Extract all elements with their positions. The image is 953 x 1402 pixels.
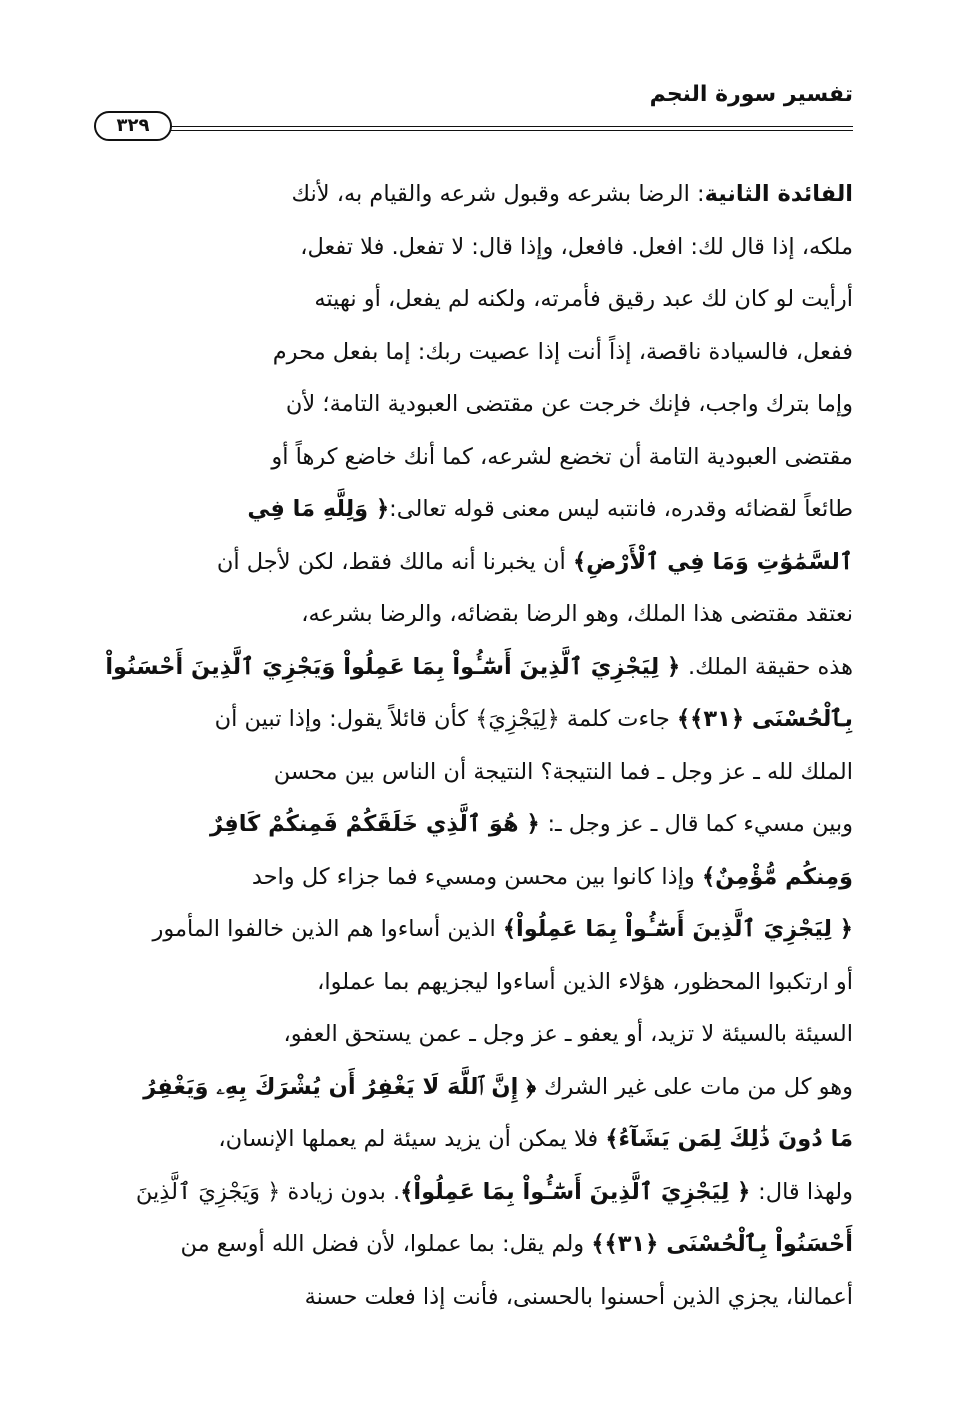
page-number: ٣٢٩ bbox=[94, 111, 172, 141]
line-text: مقتضى العبودية التامة أن تخضع لشرعه، كما أنك خاضع كرهاً أو bbox=[271, 443, 853, 470]
text-line bbox=[100, 431, 853, 484]
line-text: أرأيت لو كان لك عبد رقيق فأمرته، ولكنه لم يفعل، أو نهيته bbox=[314, 286, 853, 312]
line-text: السيئة بالسيئة لا تزيد، أو يعفو ـ عز وجل ـ عمن يستحق العفو، bbox=[283, 1021, 853, 1047]
text-line bbox=[100, 273, 853, 326]
emphasized-text: ﴿ إِنَّ ٱللَّهَ لَا يَغْفِرُ أَن يُشْرَكَ بِهِۦ وَيَغْفِرُ bbox=[143, 1073, 544, 1100]
text-line bbox=[100, 798, 853, 851]
line-text: : الرضا بشرعه وقبول شرعه والقيام به، لأنك bbox=[291, 181, 705, 207]
line-text: ولهذا قال: bbox=[758, 1178, 853, 1205]
text-line bbox=[100, 641, 853, 694]
text-line bbox=[100, 851, 853, 904]
text-line bbox=[100, 168, 853, 221]
text-line bbox=[100, 326, 853, 379]
emphasized-text: ﴿ هُوَ ٱلَّذِي خَلَقَكُمْ فَمِنكُمْ كَافِرٌ bbox=[210, 811, 548, 837]
line-text: ولم يقل: بما عملوا، لأن فضل الله أوسع من bbox=[180, 1231, 592, 1257]
emphasized-text: ﴿ لِيَجْزِيَ ٱلَّذِينَ أَسَٰٓـُٔواْ بِمَا عَمِلُواْ وَيَجْزِيَ ٱلَّذِينَ أَحْسَنُواْ bbox=[105, 653, 689, 680]
line-text: وإذا كانوا بين محسن ومسيء فما جزاء كل واحد bbox=[251, 863, 702, 890]
emphasized-text: بِٱلْحُسْنَى ﴿٣١﴾﴾ bbox=[676, 706, 853, 732]
line-text: ففعل، فالسيادة ناقصة، إذاً أنت إذا عصيت ربك: إما بفعل محرم bbox=[272, 338, 853, 365]
text-line bbox=[100, 1166, 853, 1219]
line-text: فلا يمكن أن يزيد سيئة لم يعملها الإنسان، bbox=[218, 1126, 606, 1152]
line-text: ملكه، إذا قال لك: افعل. فافعل، وإذا قال: لا تفعل. فلا تفعل، bbox=[300, 233, 853, 260]
header-rule bbox=[170, 126, 853, 131]
line-text: جاءت كلمة ﴿لِيَجْزِيَ﴾ كأن قائلاً يقول: وإذا تبين أن bbox=[214, 706, 677, 732]
text-line bbox=[100, 903, 853, 956]
text-line bbox=[100, 378, 853, 431]
line-text: وإما بترك واجب، فإنك خرجت عن مقتضى العبودية التامة؛ لأن bbox=[285, 391, 853, 417]
text-line bbox=[100, 588, 853, 641]
line-text: . بدون زيادة ﴿ وَيَجْزِيَ ٱلَّذِينَ bbox=[135, 1178, 401, 1205]
text-line bbox=[100, 956, 853, 1009]
line-text: الذين أساءوا هم الذين خالفوا المأمور bbox=[152, 916, 503, 942]
text-line bbox=[100, 221, 853, 274]
text-line bbox=[100, 1271, 853, 1324]
text-line bbox=[100, 693, 853, 746]
emphasized-text: ٱلسَّمَٰوَٰتِ وَمَا فِي ٱلْأَرْضِ﴾ bbox=[572, 548, 853, 575]
text-line bbox=[100, 746, 853, 799]
text-line bbox=[100, 536, 853, 589]
line-text: طائعاً لقضائه وقدره، فانتبه ليس معنى قوله تعالى: bbox=[389, 496, 853, 522]
body-text bbox=[100, 168, 853, 1323]
text-line bbox=[100, 1113, 853, 1166]
emphasized-text: وَمِنكُم مُّؤْمِنٌ﴾ bbox=[701, 863, 853, 890]
line-text: أو ارتكبوا المحظور، هؤلاء الذين أساءوا ليجزيهم بما عملوا، bbox=[317, 968, 853, 995]
line-text: نعتقد مقتضى هذا الملك، وهو الرضا بقضائه، والرضا بشرعه، bbox=[301, 601, 853, 627]
emphasized-text: مَا دُونَ ذَٰلِكَ لِمَن يَشَآءُ﴾ bbox=[605, 1126, 853, 1152]
line-text: وبين مسيء كما قال ـ عز وجل ـ: bbox=[547, 811, 853, 837]
emphasized-text: أَحْسَنُواْ بِٱلْحُسْنَى ﴿٣١﴾﴾ bbox=[591, 1231, 853, 1257]
line-text: أعمالنا، يجزي الذين أحسنوا بالحسنى، فأنت إذا فعلت حسنة bbox=[304, 1283, 853, 1310]
running-title: تفسير سورة النجم bbox=[649, 82, 853, 107]
emphasized-text: ﴿ لِيَجْزِيَ ٱلَّذِينَ أَسَٰٓـُٔواْ بِمَا عَمِلُواْ﴾ bbox=[400, 1178, 759, 1205]
line-text: وهو كل من مات على غير الشرك bbox=[543, 1073, 853, 1100]
emphasized-text: الفائدة الثانية bbox=[704, 181, 853, 207]
text-line bbox=[100, 1218, 853, 1271]
emphasized-text: ﴿ لِيَجْزِيَ ٱلَّذِينَ أَسَٰٓـُٔواْ بِمَا عَمِلُواْ﴾ bbox=[502, 916, 853, 942]
text-line bbox=[100, 483, 853, 536]
emphasized-text: ﴿ وَلِلَّهِ مَا فِي bbox=[247, 496, 390, 522]
line-text: الملك لله ـ عز وجل ـ فما النتيجة؟ النتيجة أن الناس بين محسن bbox=[273, 758, 853, 785]
line-text: هذه حقيقة الملك. bbox=[688, 653, 853, 680]
line-text: أن يخبرنا أنه مالك فقط، لكن لأجل أن bbox=[216, 548, 573, 575]
text-line bbox=[100, 1008, 853, 1061]
text-line bbox=[100, 1061, 853, 1114]
